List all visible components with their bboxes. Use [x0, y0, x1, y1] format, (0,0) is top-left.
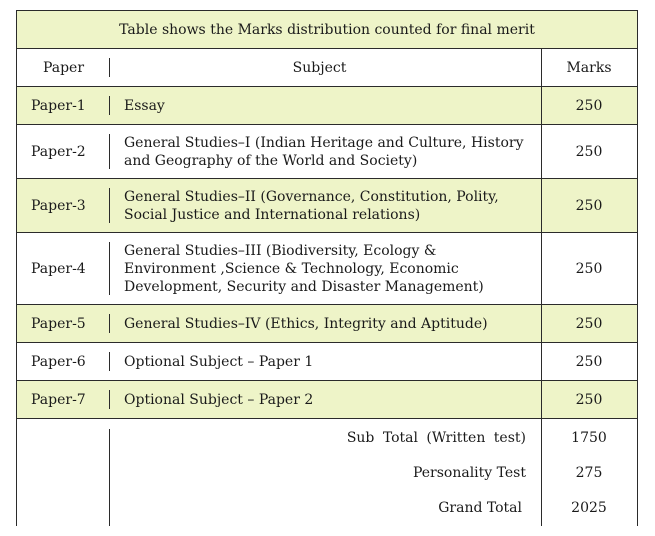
paper-cell: Paper-7 [31, 391, 86, 408]
table-row [16, 179, 638, 233]
personality-test-value: 275 [575, 465, 603, 481]
table-row [16, 125, 638, 179]
subject-cell: Optional Subject – Paper 2 [124, 391, 314, 408]
subject-cell: General Studies–II (Governance, Constitution, Polity, Social Justice and International relations) [124, 188, 499, 223]
paper-cell: Paper-6 [31, 353, 86, 370]
marks-cell: 250 [575, 391, 603, 408]
paper-cell: Paper-4 [31, 260, 86, 277]
grand-total-value: 2025 [571, 500, 607, 516]
table-row [16, 233, 638, 305]
sub-total-label: Sub Total (Written test) [346, 430, 526, 446]
subject-cell: Optional Subject – Paper 1 [124, 353, 314, 370]
marks-cell: 250 [575, 97, 603, 114]
marks-table [16, 10, 638, 526]
table-title-row [16, 10, 638, 49]
table-row [16, 305, 638, 343]
paper-cell: Paper-3 [31, 197, 86, 214]
paper-cell: Paper-1 [31, 97, 86, 114]
table-row [16, 381, 638, 419]
subject-cell: General Studies–IV (Ethics, Integrity and Aptitude) [124, 315, 488, 332]
table-header-row [16, 49, 638, 87]
sub-total-value: 1750 [571, 430, 607, 446]
header-paper: Paper [42, 59, 85, 76]
marks-cell: 250 [575, 353, 603, 370]
subject-cell: General Studies–I (Indian Heritage and Culture, History and Geography of the World and Society) [124, 134, 524, 169]
header-marks: Marks [566, 59, 612, 76]
marks-cell: 250 [575, 260, 603, 277]
marks-cell: 250 [575, 315, 603, 332]
header-subject: Subject [292, 59, 347, 76]
paper-cell: Paper-2 [31, 143, 86, 160]
table-row [16, 343, 638, 381]
grand-total-label: Grand Total [438, 500, 522, 516]
personality-test-label: Personality Test [412, 465, 526, 481]
paper-cell: Paper-5 [31, 315, 86, 332]
subject-cell: Essay [124, 97, 165, 114]
marks-cell: 250 [575, 197, 603, 214]
marks-cell: 250 [575, 143, 603, 160]
table-row [16, 87, 638, 125]
summary-block [16, 419, 638, 526]
table-title: Table shows the Marks distribution counted for final merit [119, 21, 535, 38]
subject-cell: General Studies–III (Biodiversity, Ecology & Environment ,Science & Technology, Economic Development, Security and Disaster Management) [124, 242, 484, 295]
